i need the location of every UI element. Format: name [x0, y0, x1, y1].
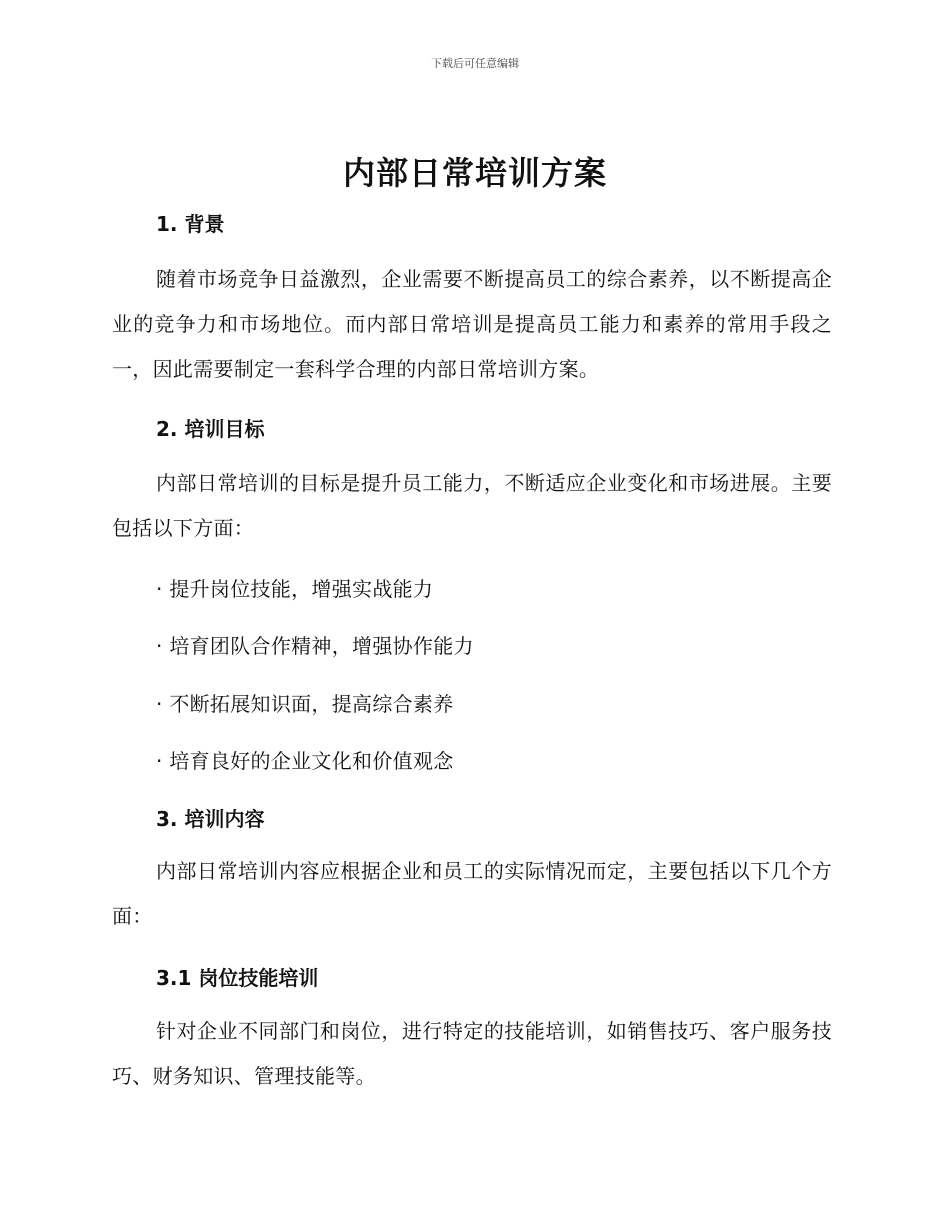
- subsection-heading-skills: 3.1 岗位技能培训: [156, 966, 319, 990]
- header-note: 下载后可任意编辑: [431, 57, 519, 70]
- paragraph-content: 内部日常培训内容应根据企业和员工的实际情况而定，主要包括以下几个方面：: [112, 859, 832, 928]
- paragraph-skills: 针对企业不同部门和岗位，进行特定的技能培训，如销售技巧、客户服务技巧、财务知识、管理技能等。: [112, 1019, 832, 1088]
- goal-bullet-1: · 提升岗位技能，增强实战能力: [156, 577, 434, 601]
- paragraph-background: 随着市场竞争日益激烈，企业需要不断提高员工的综合素养，以不断提高企业的竞争力和市场地位。而内部日常培训是提高员工能力和素养的常用手段之一，因此需要制定一套科学合理的内部日常培训方案。: [112, 267, 832, 381]
- goal-bullet-3: · 不断拓展知识面，提高综合素养: [156, 692, 454, 716]
- section-heading-goals: 2. 培训目标: [156, 417, 265, 441]
- paragraph-goals: 内部日常培训的目标是提升员工能力，不断适应企业变化和市场进展。主要包括以下方面：: [112, 471, 832, 540]
- section-heading-background: 1. 背景: [156, 212, 225, 236]
- goal-bullet-2: · 培育团队合作精神，增强协作能力: [156, 634, 474, 658]
- document-title: 内部日常培训方案: [342, 154, 607, 192]
- section-heading-content: 3. 培训内容: [156, 807, 265, 831]
- goal-bullet-4: · 培育良好的企业文化和价值观念: [156, 749, 454, 773]
